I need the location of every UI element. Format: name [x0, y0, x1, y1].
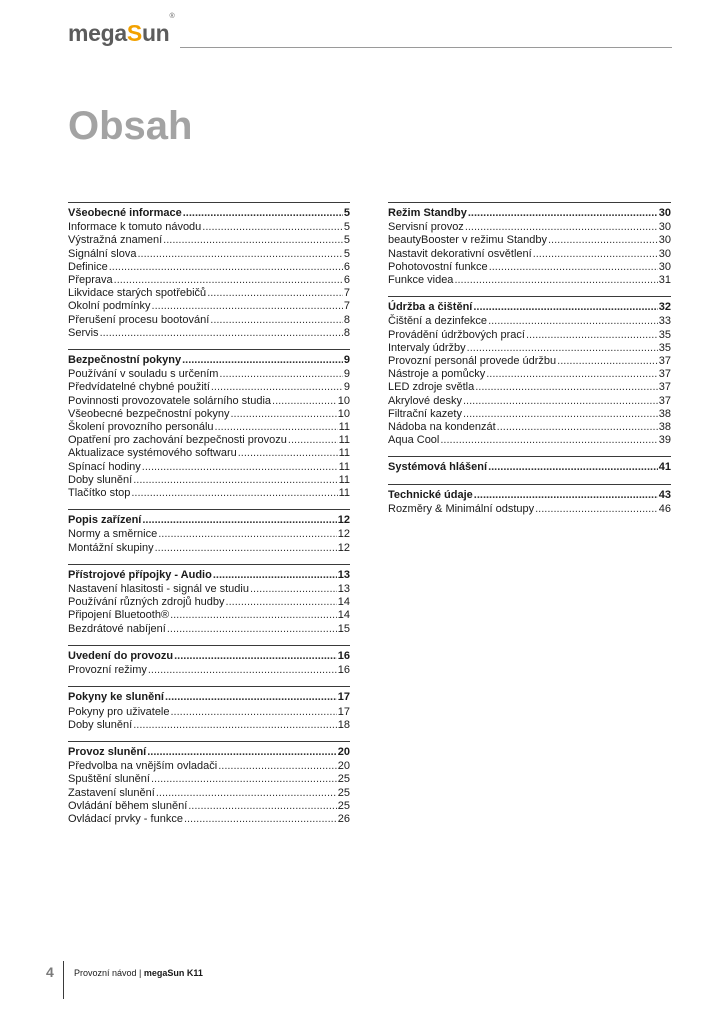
toc-page-number: 10 [337, 394, 350, 407]
toc-leader-dots [463, 408, 658, 421]
toc-entry[interactable] [388, 381, 671, 394]
toc-leader-dots [473, 301, 657, 314]
toc-page-number: 8 [343, 326, 350, 339]
toc-page-number: 11 [338, 460, 350, 473]
toc-page-number: 25 [337, 786, 350, 799]
toc-entry[interactable] [388, 434, 671, 447]
toc-page-number: 8 [343, 313, 350, 326]
toc-entry-label: Ovládací prvky - funkce [68, 812, 183, 825]
toc-leader-dots [465, 221, 658, 234]
toc-entry[interactable] [68, 314, 350, 327]
toc-entry-label: Nástroje a pomůcky [388, 368, 486, 381]
toc-entry[interactable] [68, 447, 350, 460]
toc-page-number: 16 [337, 649, 350, 662]
toc-section-heading[interactable] [68, 514, 350, 527]
toc-entry-label: Zastavení slunění [68, 786, 155, 799]
toc-page-number: 30 [658, 207, 671, 219]
toc-entry-label: LED zdroje světla [388, 381, 475, 394]
toc-entry[interactable] [388, 368, 671, 381]
toc-entry-label: Spuštění slunění [68, 773, 150, 786]
toc-entry-label: Spínací hodiny [68, 460, 141, 473]
toc-leader-dots [207, 287, 343, 300]
toc-leader-dots [138, 248, 343, 261]
toc-page-number: 14 [337, 596, 350, 609]
toc-page-number: 9 [343, 354, 350, 367]
toc-page-number: 12 [337, 541, 350, 554]
toc-page-number: 37 [658, 368, 671, 381]
toc-entry[interactable] [388, 329, 671, 342]
toc-section-heading[interactable] [388, 207, 671, 220]
toc-entry-label: Filtrační kazety [388, 407, 462, 420]
toc-section-heading[interactable] [68, 691, 350, 704]
toc-entry[interactable] [68, 773, 350, 786]
toc-entry-label: Nádoba na kondenzát [388, 421, 496, 434]
toc-entry-label: Ovládání během slunění [68, 799, 188, 812]
toc-entry[interactable] [388, 503, 671, 516]
toc-leader-dots [174, 650, 337, 663]
footer-label: Provozní návod | [74, 968, 144, 978]
toc-page-number: 12 [337, 514, 350, 527]
toc-entry[interactable] [388, 248, 671, 261]
toc-section-title: Popis zařízení [68, 514, 142, 527]
toc-entry[interactable] [68, 813, 350, 826]
toc-entry[interactable] [68, 368, 350, 381]
toc-page-number: 26 [337, 812, 350, 825]
toc-page-number: 41 [658, 461, 671, 474]
toc-section-title: Technické údaje [388, 488, 473, 501]
toc-entry-label: Aktualizace systémového softwaru [68, 447, 237, 460]
toc-page-number: 35 [658, 341, 671, 354]
toc-entry-label: Tlačítko stop [68, 487, 131, 500]
toc-leader-dots [147, 746, 337, 759]
toc-section-heading[interactable] [68, 207, 350, 220]
toc-page-number: 25 [337, 799, 350, 812]
toc-leader-dots [288, 434, 338, 447]
toc-page-number: 35 [658, 328, 671, 341]
toc-entry[interactable] [68, 706, 350, 719]
toc-leader-dots [526, 329, 658, 342]
toc-entry[interactable] [68, 583, 350, 596]
toc-leader-dots [468, 207, 658, 220]
toc-section [388, 296, 671, 447]
toc-leader-dots [467, 342, 658, 355]
toc-leader-dots [215, 421, 338, 434]
toc-page-number: 17 [337, 705, 350, 718]
toc-entry-label: Provozní režimy [68, 664, 147, 677]
toc-page-number: 16 [337, 664, 350, 677]
toc-entry[interactable] [388, 421, 671, 434]
toc-entry-label: Akrylové desky [388, 394, 462, 407]
toc-entry-label: beautyBooster v režimu Standby [388, 234, 547, 247]
toc-entry[interactable] [68, 221, 350, 234]
toc-page-number: 5 [343, 234, 350, 247]
toc-entry[interactable] [388, 234, 671, 247]
toc-leader-dots [142, 461, 338, 474]
toc-page-number: 33 [658, 315, 671, 328]
toc-leader-dots [213, 569, 337, 582]
toc-page-number: 9 [343, 381, 350, 394]
toc-leader-dots [557, 355, 658, 368]
toc-page-number: 18 [337, 718, 350, 731]
toc-entry[interactable] [68, 327, 350, 340]
toc-leader-dots [188, 800, 337, 813]
toc-page-number: 7 [343, 287, 350, 300]
toc-page-number: 13 [337, 583, 350, 596]
toc-page-number: 30 [658, 247, 671, 260]
toc-leader-dots [230, 408, 336, 421]
toc-leader-dots [163, 234, 343, 247]
toc-section-heading[interactable] [388, 301, 671, 314]
toc-page-number: 11 [338, 434, 350, 447]
toc-entry[interactable] [68, 421, 350, 434]
toc-leader-dots [535, 503, 658, 516]
toc-page-number: 7 [343, 300, 350, 313]
toc-entry[interactable] [388, 355, 671, 368]
toc-section-title: Uvedení do provozu [68, 649, 174, 662]
toc-page-number: 10 [337, 407, 350, 420]
toc-entry-label: Normy a směrnice [68, 528, 158, 541]
footer-product: megaSun K11 [143, 968, 203, 978]
toc-entry[interactable] [388, 221, 671, 234]
toc-entry[interactable] [68, 274, 350, 287]
toc-leader-dots [165, 691, 337, 704]
toc-section [68, 564, 350, 636]
toc-entry-label: Pohotovostní funkce [388, 260, 488, 273]
toc-page-number: 14 [337, 609, 350, 622]
toc-section [68, 349, 350, 500]
toc-page-number: 5 [343, 221, 350, 234]
toc-page-number: 46 [658, 502, 671, 515]
toc-entry-label: Funkce videa [388, 274, 454, 287]
toc-page-number: 37 [658, 394, 671, 407]
toc-section [388, 484, 671, 516]
toc-entry[interactable] [388, 342, 671, 355]
toc-section [68, 509, 350, 555]
toc-entry-label: Servis [68, 326, 99, 339]
toc-leader-dots [100, 327, 343, 340]
toc-page-number: 5 [343, 247, 350, 260]
toc-entry[interactable] [68, 664, 350, 677]
toc-leader-dots [152, 300, 343, 313]
toc-entry-label: Předvolba na vnějším ovladači [68, 760, 218, 773]
toc-entry-label: Přerušení procesu bootování [68, 313, 210, 326]
toc-section-title: Provoz slunění [68, 745, 147, 758]
toc-entry-label: Rozměry & Minimální odstupy [388, 502, 535, 515]
toc-entry[interactable] [68, 461, 350, 474]
toc-entry-label: Signální slova [68, 247, 137, 260]
toc-section-heading[interactable] [388, 461, 671, 474]
toc-page-number: 11 [338, 473, 350, 486]
toc-entry[interactable] [68, 234, 350, 247]
toc-section-title: Pokyny ke slunění [68, 691, 164, 704]
megasun-logo: megaSun® [68, 13, 175, 46]
toc-page-number: 31 [658, 274, 671, 287]
toc-entry[interactable] [68, 300, 350, 313]
toc-page-number: 5 [343, 207, 350, 219]
toc-entry[interactable] [68, 434, 350, 447]
toc-section-title: Údržba a čištění [388, 301, 473, 314]
toc-page-number: 6 [343, 274, 350, 287]
toc-leader-dots [133, 719, 337, 732]
toc-leader-dots [238, 447, 338, 460]
header-rule [180, 47, 672, 48]
toc-leader-dots [489, 261, 658, 274]
toc-leader-dots [155, 542, 337, 555]
toc-leader-dots [131, 487, 337, 500]
toc-page-number: 30 [658, 234, 671, 247]
toc-leader-dots [454, 274, 657, 287]
toc-section-title: Přístrojové přípojky - Audio [68, 568, 212, 581]
toc-entry[interactable] [68, 609, 350, 622]
toc-leader-dots [272, 395, 337, 408]
toc-entry-label: Nastavení hlasitosti - signál ve studiu [68, 583, 249, 596]
toc-page-number: 15 [337, 622, 350, 635]
toc-entry-label: Bezdrátové nabíjení [68, 622, 166, 635]
toc-section [68, 686, 350, 732]
toc-entry[interactable] [68, 596, 350, 609]
toc-leader-dots [156, 787, 337, 800]
toc-entry-label: Intervaly údržby [388, 341, 466, 354]
toc-entry[interactable] [68, 528, 350, 541]
toc-entry-label: Čištění a dezinfekce [388, 315, 488, 328]
toc-page-number: 11 [338, 447, 350, 460]
toc-entry[interactable] [68, 381, 350, 394]
toc-entry[interactable] [388, 274, 671, 287]
toc-entry[interactable] [388, 408, 671, 421]
toc-leader-dots [148, 664, 337, 677]
toc-entry-label: Doby slunění [68, 718, 133, 731]
toc-section [68, 202, 350, 340]
toc-entry[interactable] [68, 800, 350, 813]
footer-text [74, 968, 203, 978]
toc-leader-dots [250, 583, 337, 596]
toc-leader-dots [533, 248, 658, 261]
toc-entry-label: Výstražná znamení [68, 234, 163, 247]
toc-entry[interactable] [388, 261, 671, 274]
toc-entry-label: Aqua Cool [388, 434, 440, 447]
toc-entry[interactable] [388, 395, 671, 408]
toc-page-number: 9 [343, 368, 350, 381]
toc-page-number: 17 [337, 691, 350, 704]
toc-entry-label: Připojení Bluetooth® [68, 609, 170, 622]
toc-entry[interactable] [68, 623, 350, 636]
toc-leader-dots [440, 434, 657, 447]
footer-rule [63, 961, 64, 999]
toc-entry-label: Informace k tomuto návodu [68, 221, 202, 234]
toc-page-number: 43 [658, 488, 671, 501]
toc-entry-label: Montážní skupiny [68, 541, 154, 554]
toc-entry-label: Pokyny pro uživatele [68, 705, 170, 718]
toc-leader-dots [488, 461, 658, 474]
toc-entry[interactable] [68, 787, 350, 800]
toc-leader-dots [109, 261, 343, 274]
toc-page-number: 6 [343, 260, 350, 273]
toc-entry[interactable] [68, 287, 350, 300]
toc-section-heading[interactable] [68, 354, 350, 367]
toc-leader-dots [486, 368, 658, 381]
toc-leader-dots [151, 773, 337, 786]
toc-page-number: 37 [658, 381, 671, 394]
toc-leader-dots [548, 234, 658, 247]
toc-section-title: Systémová hlášení [388, 461, 488, 474]
toc-leader-dots [142, 514, 336, 527]
toc-section-heading[interactable] [68, 569, 350, 582]
toc-leader-dots [158, 528, 337, 541]
toc-leader-dots [114, 274, 343, 287]
toc-leader-dots [475, 381, 658, 394]
toc-page-number: 25 [337, 773, 350, 786]
toc-page-number: 32 [658, 301, 671, 314]
toc-entry[interactable] [388, 315, 671, 328]
toc-page-number: 11 [338, 487, 350, 500]
toc-page-number: 38 [658, 421, 671, 434]
toc-page-number: 38 [658, 407, 671, 420]
toc-entry-label: Okolní podmínky [68, 300, 151, 313]
toc-entry[interactable] [68, 719, 350, 732]
toc-leader-dots [182, 354, 343, 367]
toc-column-left [68, 202, 350, 835]
toc-entry-label: Likvidace starých spotřebičů [68, 287, 207, 300]
toc-entry-label: Doby slunění [68, 473, 133, 486]
toc-entry-label: Servisní provoz [388, 221, 464, 234]
toc-entry[interactable] [68, 395, 350, 408]
toc-leader-dots [183, 207, 343, 220]
toc-leader-dots [184, 813, 337, 826]
toc-entry[interactable] [68, 487, 350, 500]
toc-section-heading[interactable] [68, 746, 350, 759]
toc-page-number: 13 [337, 568, 350, 581]
toc-entry-label: Provozní personál provede údržbu [388, 355, 557, 368]
toc-page-number: 39 [658, 434, 671, 447]
toc-section-title: Všeobecné informace [68, 207, 182, 219]
toc-entry-label: Opatření pro zachování bezpečnosti provozu [68, 434, 287, 447]
toc-entry-label: Definice [68, 260, 108, 273]
toc-leader-dots [210, 314, 343, 327]
toc-page-number: 20 [337, 745, 350, 758]
page-number: 4 [46, 964, 54, 980]
toc-leader-dots [463, 395, 658, 408]
toc-entry-label: Používání různých zdrojů hudby [68, 596, 225, 609]
toc-page-number: 20 [337, 760, 350, 773]
toc-entry[interactable] [68, 261, 350, 274]
toc-entry-label: Povinnosti provozovatele solárního studia [68, 394, 272, 407]
toc-entry[interactable] [68, 760, 350, 773]
toc-entry[interactable] [68, 474, 350, 487]
toc-leader-dots [170, 609, 337, 622]
toc-leader-dots [167, 623, 337, 636]
toc-section [388, 202, 671, 287]
toc-leader-dots [218, 760, 337, 773]
toc-leader-dots [211, 381, 343, 394]
toc-leader-dots [226, 596, 337, 609]
toc-section-heading[interactable] [68, 650, 350, 663]
toc-column-right [388, 202, 671, 525]
page-title: Obsah [68, 104, 193, 148]
toc-section [68, 741, 350, 826]
toc-entry[interactable] [68, 408, 350, 421]
toc-page-number: 30 [658, 221, 671, 234]
toc-section-heading[interactable] [388, 489, 671, 502]
toc-leader-dots [219, 368, 342, 381]
toc-entry-label: Školení provozního personálu [68, 421, 214, 434]
toc-entry-label: Nastavit dekorativní osvětlení [388, 247, 532, 260]
toc-entry-label: Používání v souladu s určením [68, 368, 219, 381]
toc-leader-dots [497, 421, 658, 434]
toc-entry-label: Všeobecné bezpečnostní pokyny [68, 407, 230, 420]
toc-entry-label: Provádění údržbových prací [388, 328, 525, 341]
toc-entry-label: Přeprava [68, 274, 113, 287]
toc-section-title: Bezpečnostní pokyny [68, 354, 182, 367]
toc-page-number: 30 [658, 260, 671, 273]
toc-entry-label: Předvídatelné chybné použití [68, 381, 210, 394]
toc-entry[interactable] [68, 542, 350, 555]
toc-section [388, 456, 671, 474]
toc-section-title: Režim Standby [388, 207, 467, 219]
toc-leader-dots [171, 706, 337, 719]
toc-leader-dots [474, 489, 658, 502]
toc-page-number: 37 [658, 355, 671, 368]
toc-page-number: 11 [338, 421, 350, 434]
toc-leader-dots [133, 474, 337, 487]
toc-leader-dots [488, 315, 658, 328]
toc-section [68, 645, 350, 677]
toc-page-number: 12 [337, 528, 350, 541]
toc-entry[interactable] [68, 248, 350, 261]
toc-leader-dots [202, 221, 343, 234]
